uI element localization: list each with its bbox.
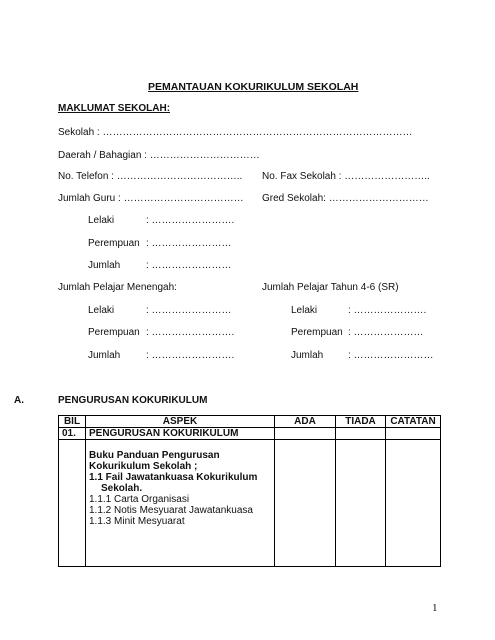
list-item: 1.1.2 Notis Mesyuarat Jawatankuasa [89, 505, 253, 516]
jumlah-guru-field: Jumlah Guru : ……………………………… [58, 193, 244, 204]
pelajar-menengah-heading: Jumlah Pelajar Menengah: [58, 282, 177, 293]
pelajar-sr-heading: Jumlah Pelajar Tahun 4-6 (SR) [262, 282, 399, 293]
sr-lelaki-label: Lelaki [291, 305, 318, 316]
sr-jumlah-label: Jumlah [291, 350, 324, 361]
content-aspek-cell [86, 440, 275, 567]
content-line: Buku Panduan Pengurusan [89, 450, 220, 461]
content-line: 1.1 Fail Jawatankuasa Kokurikulum [89, 472, 258, 483]
document-title: PEMANTAUAN KOKURIKULUM SEKOLAH [148, 81, 359, 93]
fax-field: No. Fax Sekolah : …………………….. [262, 171, 430, 182]
guru-jumlah-value: : …………………… [146, 260, 232, 271]
sr-perempuan-value: : ………………… [348, 327, 424, 338]
content-bil-cell [59, 440, 86, 567]
guru-lelaki-value: : ……………………. [146, 215, 235, 226]
header-catatan: CATATAN [386, 416, 441, 428]
row-catatan-cell[interactable] [386, 428, 441, 440]
guru-jumlah-label: Jumlah [88, 260, 121, 271]
telefon-field: No. Telefon : ……………………………….. [58, 171, 243, 182]
list-item: 1.1.1 Carta Organisasi [89, 494, 190, 505]
table-row [59, 428, 441, 440]
row-ada-cell[interactable] [275, 428, 336, 440]
content-catatan-cell[interactable] [386, 440, 441, 567]
menengah-jumlah-label: Jumlah [88, 350, 121, 361]
maklumat-heading: MAKLUMAT SEKOLAH: [58, 103, 171, 114]
content-line: Kokurikulum Sekolah ; [89, 461, 198, 472]
content-line: Sekolah. [101, 483, 143, 494]
row-tiada-cell[interactable] [336, 428, 386, 440]
daerah-field: Daerah / Bahagian : …………………………… [58, 150, 260, 161]
sr-jumlah-value: : …………………… [348, 350, 434, 361]
sekolah-field: Sekolah : ………………………………………………………………………………… [58, 127, 413, 138]
page-number: 1 [432, 602, 438, 614]
header-aspek: ASPEK [86, 416, 275, 428]
sr-lelaki-value: : …………………. [348, 305, 427, 316]
table-header-row [59, 416, 441, 428]
pengurusan-table [58, 415, 441, 567]
guru-lelaki-label: Lelaki [88, 215, 115, 226]
header-tiada: TIADA [336, 416, 386, 428]
section-letter: A. [14, 395, 24, 406]
menengah-lelaki-label: Lelaki [88, 305, 115, 316]
content-tiada-cell[interactable] [336, 440, 386, 567]
section-title: PENGURUSAN KOKURIKULUM [58, 395, 208, 406]
menengah-lelaki-value: : …………………… [146, 305, 232, 316]
gred-field: Gred Sekolah: ………………………… [262, 193, 429, 204]
content-ada-cell[interactable] [275, 440, 336, 567]
header-bil: BIL [59, 416, 86, 428]
header-ada: ADA [275, 416, 336, 428]
guru-perempuan-label: Perempuan [88, 238, 140, 249]
menengah-perempuan-label: Perempuan [88, 327, 140, 338]
guru-perempuan-value: : …………………… [146, 238, 232, 249]
list-item: 1.1.3 Minit Mesyuarat [89, 516, 185, 527]
table-row [59, 440, 441, 567]
sr-perempuan-label: Perempuan [291, 327, 343, 338]
row-aspek: PENGURUSAN KOKURIKULUM [86, 428, 275, 440]
row-bil: 01. [59, 428, 86, 440]
menengah-perempuan-value: : ……………………. [146, 327, 235, 338]
menengah-jumlah-value: : ……………………. [146, 350, 235, 361]
